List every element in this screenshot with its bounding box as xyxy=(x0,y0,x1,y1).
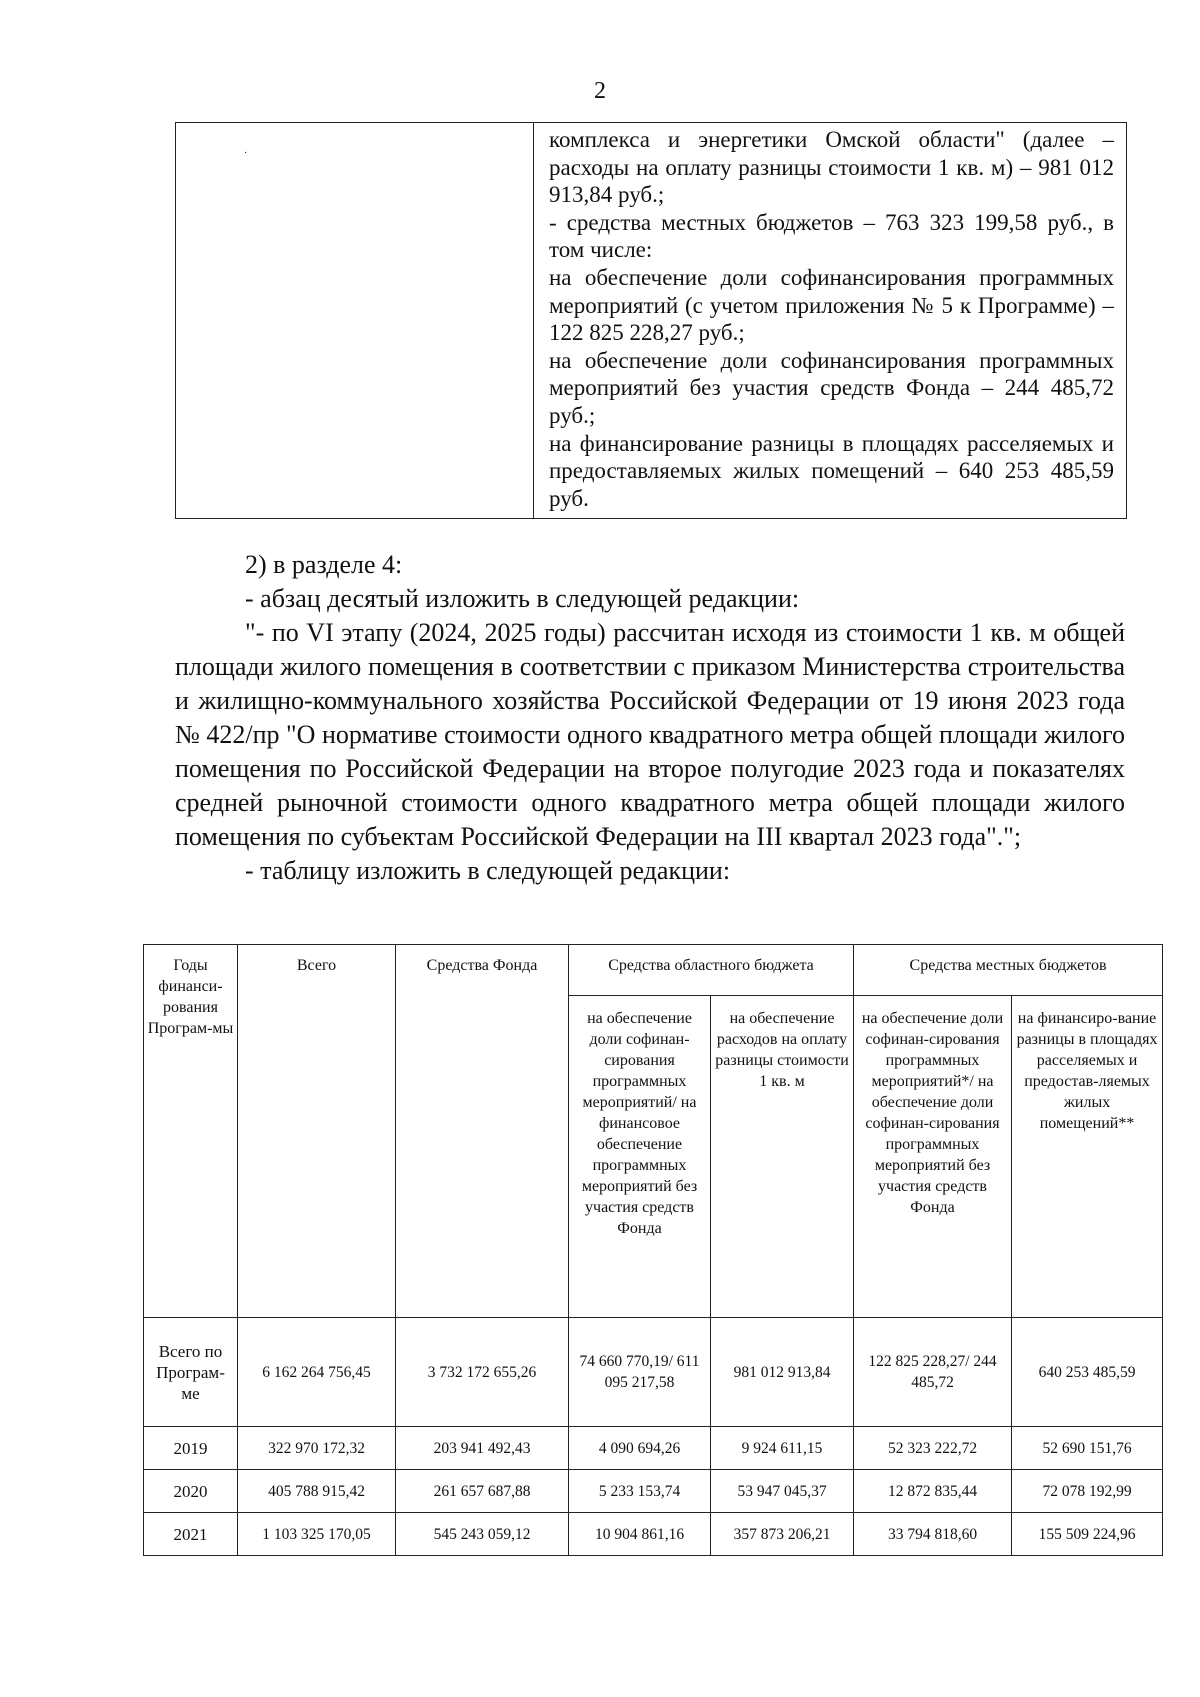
cell-regional-cost-difference: 357 873 206,21 xyxy=(711,1513,854,1556)
header-local-cofinancing: на обеспечение доли софинан-сирования программных мероприятий*/ на обеспечение доли софинан-сирования программных мероприятий без участия средств Фонда xyxy=(854,996,1012,1318)
table-row xyxy=(144,1470,1163,1513)
table-row-total xyxy=(144,1318,1163,1427)
header-local-budgets: Средства местных бюджетов xyxy=(854,945,1163,996)
funding-line: на финансирование разницы в площадях расселяемых и предоставляемых жилых помещений – 640 253 485,59 руб. xyxy=(549,430,1114,511)
header-fund: Средства Фонда xyxy=(396,945,569,1318)
row-year: 2021 xyxy=(144,1513,238,1556)
row-year: 2020 xyxy=(144,1470,238,1513)
header-local-area-difference: на финансиро-вание разницы в площадях расселяемых и предостав-ляемых жилых помещений** xyxy=(1012,996,1163,1318)
cell-local-cofinancing: 33 794 818,60 xyxy=(854,1513,1012,1556)
cell-local-area-difference: 52 690 151,76 xyxy=(1012,1427,1163,1470)
header-regional-budget: Средства областного бюджета xyxy=(569,945,854,996)
cell-regional-cofinancing: 10 904 861,16 xyxy=(569,1513,711,1556)
funding-line: - средства местных бюджетов – 763 323 199,58 руб., в том числе: xyxy=(549,209,1114,263)
cell-local-cofinancing: 12 872 835,44 xyxy=(854,1470,1012,1513)
cell-regional-cofinancing: 74 660 770,19/ 611 095 217,58 xyxy=(569,1318,711,1427)
cell-total: 6 162 264 756,45 xyxy=(238,1318,396,1427)
cell-total: 322 970 172,32 xyxy=(238,1427,396,1470)
continuation-table xyxy=(175,122,1127,519)
section-intro: 2) в разделе 4: xyxy=(245,550,403,579)
continuation-left-cell xyxy=(176,123,534,519)
header-total: Всего xyxy=(238,945,396,1318)
header-years: Годы финанси-рования Програм-мы xyxy=(144,945,238,1318)
stray-mark: · xyxy=(244,148,248,159)
paragraph-instruction: - абзац десятый изложить в следующей редакции: xyxy=(245,584,800,613)
cell-local-area-difference: 155 509 224,96 xyxy=(1012,1513,1163,1556)
cell-regional-cofinancing: 4 090 694,26 xyxy=(569,1427,711,1470)
cell-regional-cost-difference: 53 947 045,37 xyxy=(711,1470,854,1513)
table-row xyxy=(144,1427,1163,1470)
cell-local-area-difference: 640 253 485,59 xyxy=(1012,1318,1163,1427)
table-row xyxy=(144,1513,1163,1556)
funding-line: на обеспечение доли софинансирования программных мероприятий без участия средств Фонда – 244 485,72 руб.; xyxy=(549,347,1114,428)
cell-local-cofinancing: 122 825 228,27/ 244 485,72 xyxy=(854,1318,1012,1427)
paragraph-new-text: "- по VI этапу (2024, 2025 годы) рассчитан исходя из стоимости 1 кв. м общей площади жилого помещения в соответствии с приказом Министерства строительства и жилищно-коммунального хозяйства Российской Федерации от 19 июня 2023 года № 422/пр "О нормативе стоимости одного квадратного метра общей площади жилого помещения по Российской Федерации на второе полугодие 2023 года и показателях средней рыночной стоимости одного квадратного метра общей площади жилого помещения по субъектам Российской Федерации на III квартал 2023 года"."; xyxy=(175,618,1125,851)
cell-fund: 261 657 687,88 xyxy=(396,1470,569,1513)
row-year: 2019 xyxy=(144,1427,238,1470)
cell-total: 405 788 915,42 xyxy=(238,1470,396,1513)
cell-regional-cofinancing: 5 233 153,74 xyxy=(569,1470,711,1513)
cell-regional-cost-difference: 9 924 611,15 xyxy=(711,1427,854,1470)
cell-fund: 3 732 172 655,26 xyxy=(396,1318,569,1427)
cell-total: 1 103 325 170,05 xyxy=(238,1513,396,1556)
body-text xyxy=(175,548,1125,888)
financing-table xyxy=(143,944,1163,1556)
cell-regional-cost-difference: 981 012 913,84 xyxy=(711,1318,854,1427)
funding-line: на обеспечение доли софинансирования программных мероприятий (с учетом приложения № 5 к Программе) – 122 825 228,27 руб.; xyxy=(549,264,1114,346)
cell-local-cofinancing: 52 323 222,72 xyxy=(854,1427,1012,1470)
cell-fund: 203 941 492,43 xyxy=(396,1427,569,1470)
funding-line: комплекса и энергетики Омской области" (далее – расходы на оплату разницы стоимости 1 кв. м) – 981 012 913,84 руб.; xyxy=(549,127,1114,208)
table-instruction: - таблицу изложить в следующей редакции: xyxy=(245,856,731,885)
cell-local-area-difference: 72 078 192,99 xyxy=(1012,1470,1163,1513)
cell-fund: 545 243 059,12 xyxy=(396,1513,569,1556)
continuation-right-cell xyxy=(534,123,1127,519)
header-regional-cost-difference: на обеспечение расходов на оплату разницы стоимости 1 кв. м xyxy=(711,996,854,1318)
row-label: Всего по Програм-ме xyxy=(144,1318,238,1427)
header-regional-cofinancing: на обеспечение доли софинан-сирования программных мероприятий/ на финансовое обеспечение программных мероприятий без участия средств Фонда xyxy=(569,996,711,1318)
page-number: 2 xyxy=(594,78,606,104)
